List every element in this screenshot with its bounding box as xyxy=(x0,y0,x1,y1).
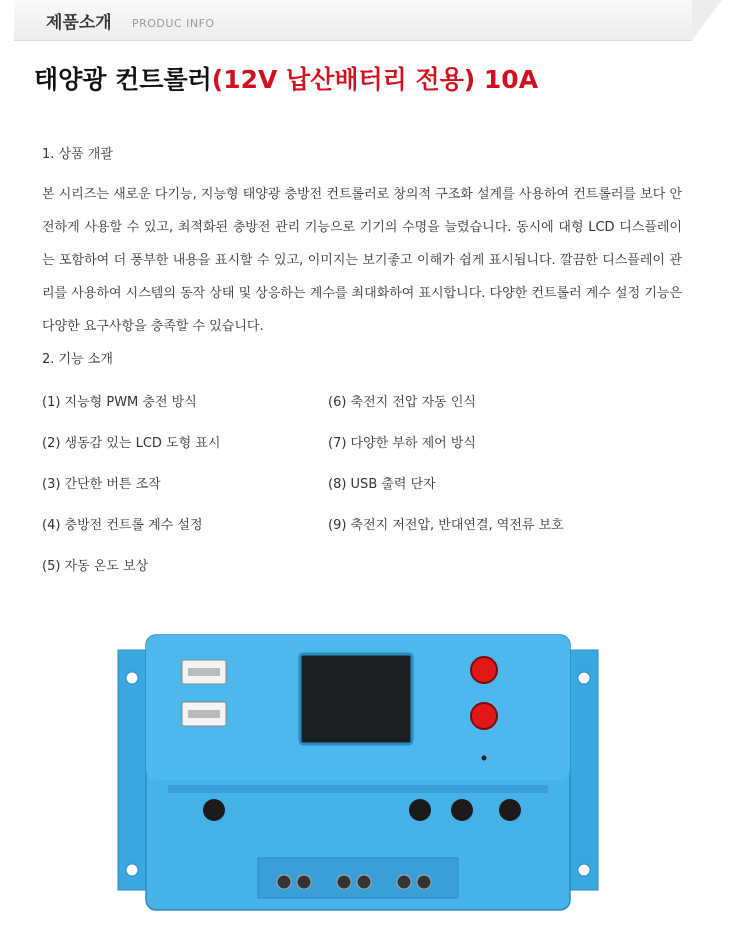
screw-terminal-icon xyxy=(297,875,311,889)
mount-hole-icon xyxy=(578,864,590,876)
screw-terminal-icon xyxy=(417,875,431,889)
section1-paragraph: 본 시리즈는 새로운 다기능, 지능형 태양광 충방전 컨트롤러로 창의적 구조화 설계를 사용하여 컨트롤러를 보다 안전하게 사용할 수 있고, 최적화된 충방전 관리 기능으로 기기의 수명을 늘렸습니다. 동시에 대형 LCD 디스플레이는 포함하여 더 풍부한 내용을 표시할 수 있고, 이미지는 보기좋고 이해가 쉽게 표시됩니다. 깔끔한 디스플레이 관리를 사용하여 시스템의 동작 상태 및 상응하는 계수를 최대화하여 표시합니다. 다양한 컨트롤러 계수 설정 기능은 다양한 요구사항을 충족할 수 있습니다. xyxy=(42,187,682,334)
feature-item: (4) 충방전 컨트롤 계수 설정 xyxy=(42,518,203,533)
feature-item: (8) USB 출력 단자 xyxy=(328,477,436,492)
section2-heading: 2. 기능 소개 xyxy=(42,352,113,367)
header-bar xyxy=(14,0,692,41)
red-button-icon xyxy=(471,657,497,683)
screw-terminal-icon xyxy=(357,875,371,889)
mount-hole-icon xyxy=(578,672,590,684)
terminal-hole-icon xyxy=(451,799,473,821)
feature-item: (2) 생동감 있는 LCD 도형 표시 xyxy=(42,436,221,451)
screw-terminal-icon xyxy=(337,875,351,889)
feature-item: (9) 축전지 저전압, 반대연결, 역전류 보호 xyxy=(328,518,564,533)
feature-item: (7) 다양한 부하 제어 방식 xyxy=(328,436,476,451)
feature-item: (5) 자동 온도 보상 xyxy=(42,559,149,574)
mount-hole-icon xyxy=(126,864,138,876)
header-subtitle: PRODUC INFO xyxy=(132,17,215,30)
mount-hole-icon xyxy=(126,672,138,684)
terminal-hole-icon xyxy=(203,799,225,821)
terminal-hole-icon xyxy=(409,799,431,821)
led-icon xyxy=(482,756,487,761)
screw-terminal-icon xyxy=(277,875,291,889)
page-title xyxy=(34,60,538,96)
solar-controller-image xyxy=(108,620,608,920)
section1-heading: 1. 상품 개괄 xyxy=(42,147,113,162)
page-title-spec: (12V 납산배터리 전용) 10A xyxy=(211,65,539,94)
feature-item: (3) 간단한 버튼 조작 xyxy=(42,477,161,492)
page-title-main: 태양광 컨트롤러 xyxy=(34,65,212,94)
screw-terminal-icon xyxy=(397,875,411,889)
header-title: 제품소개 xyxy=(46,13,112,33)
feature-item: (6) 축전지 전압 자동 인식 xyxy=(328,395,476,410)
red-button-icon xyxy=(471,703,497,729)
lcd-display xyxy=(300,654,412,744)
feature-item: (1) 지능형 PWM 충전 방식 xyxy=(42,395,197,410)
terminal-hole-icon xyxy=(499,799,521,821)
